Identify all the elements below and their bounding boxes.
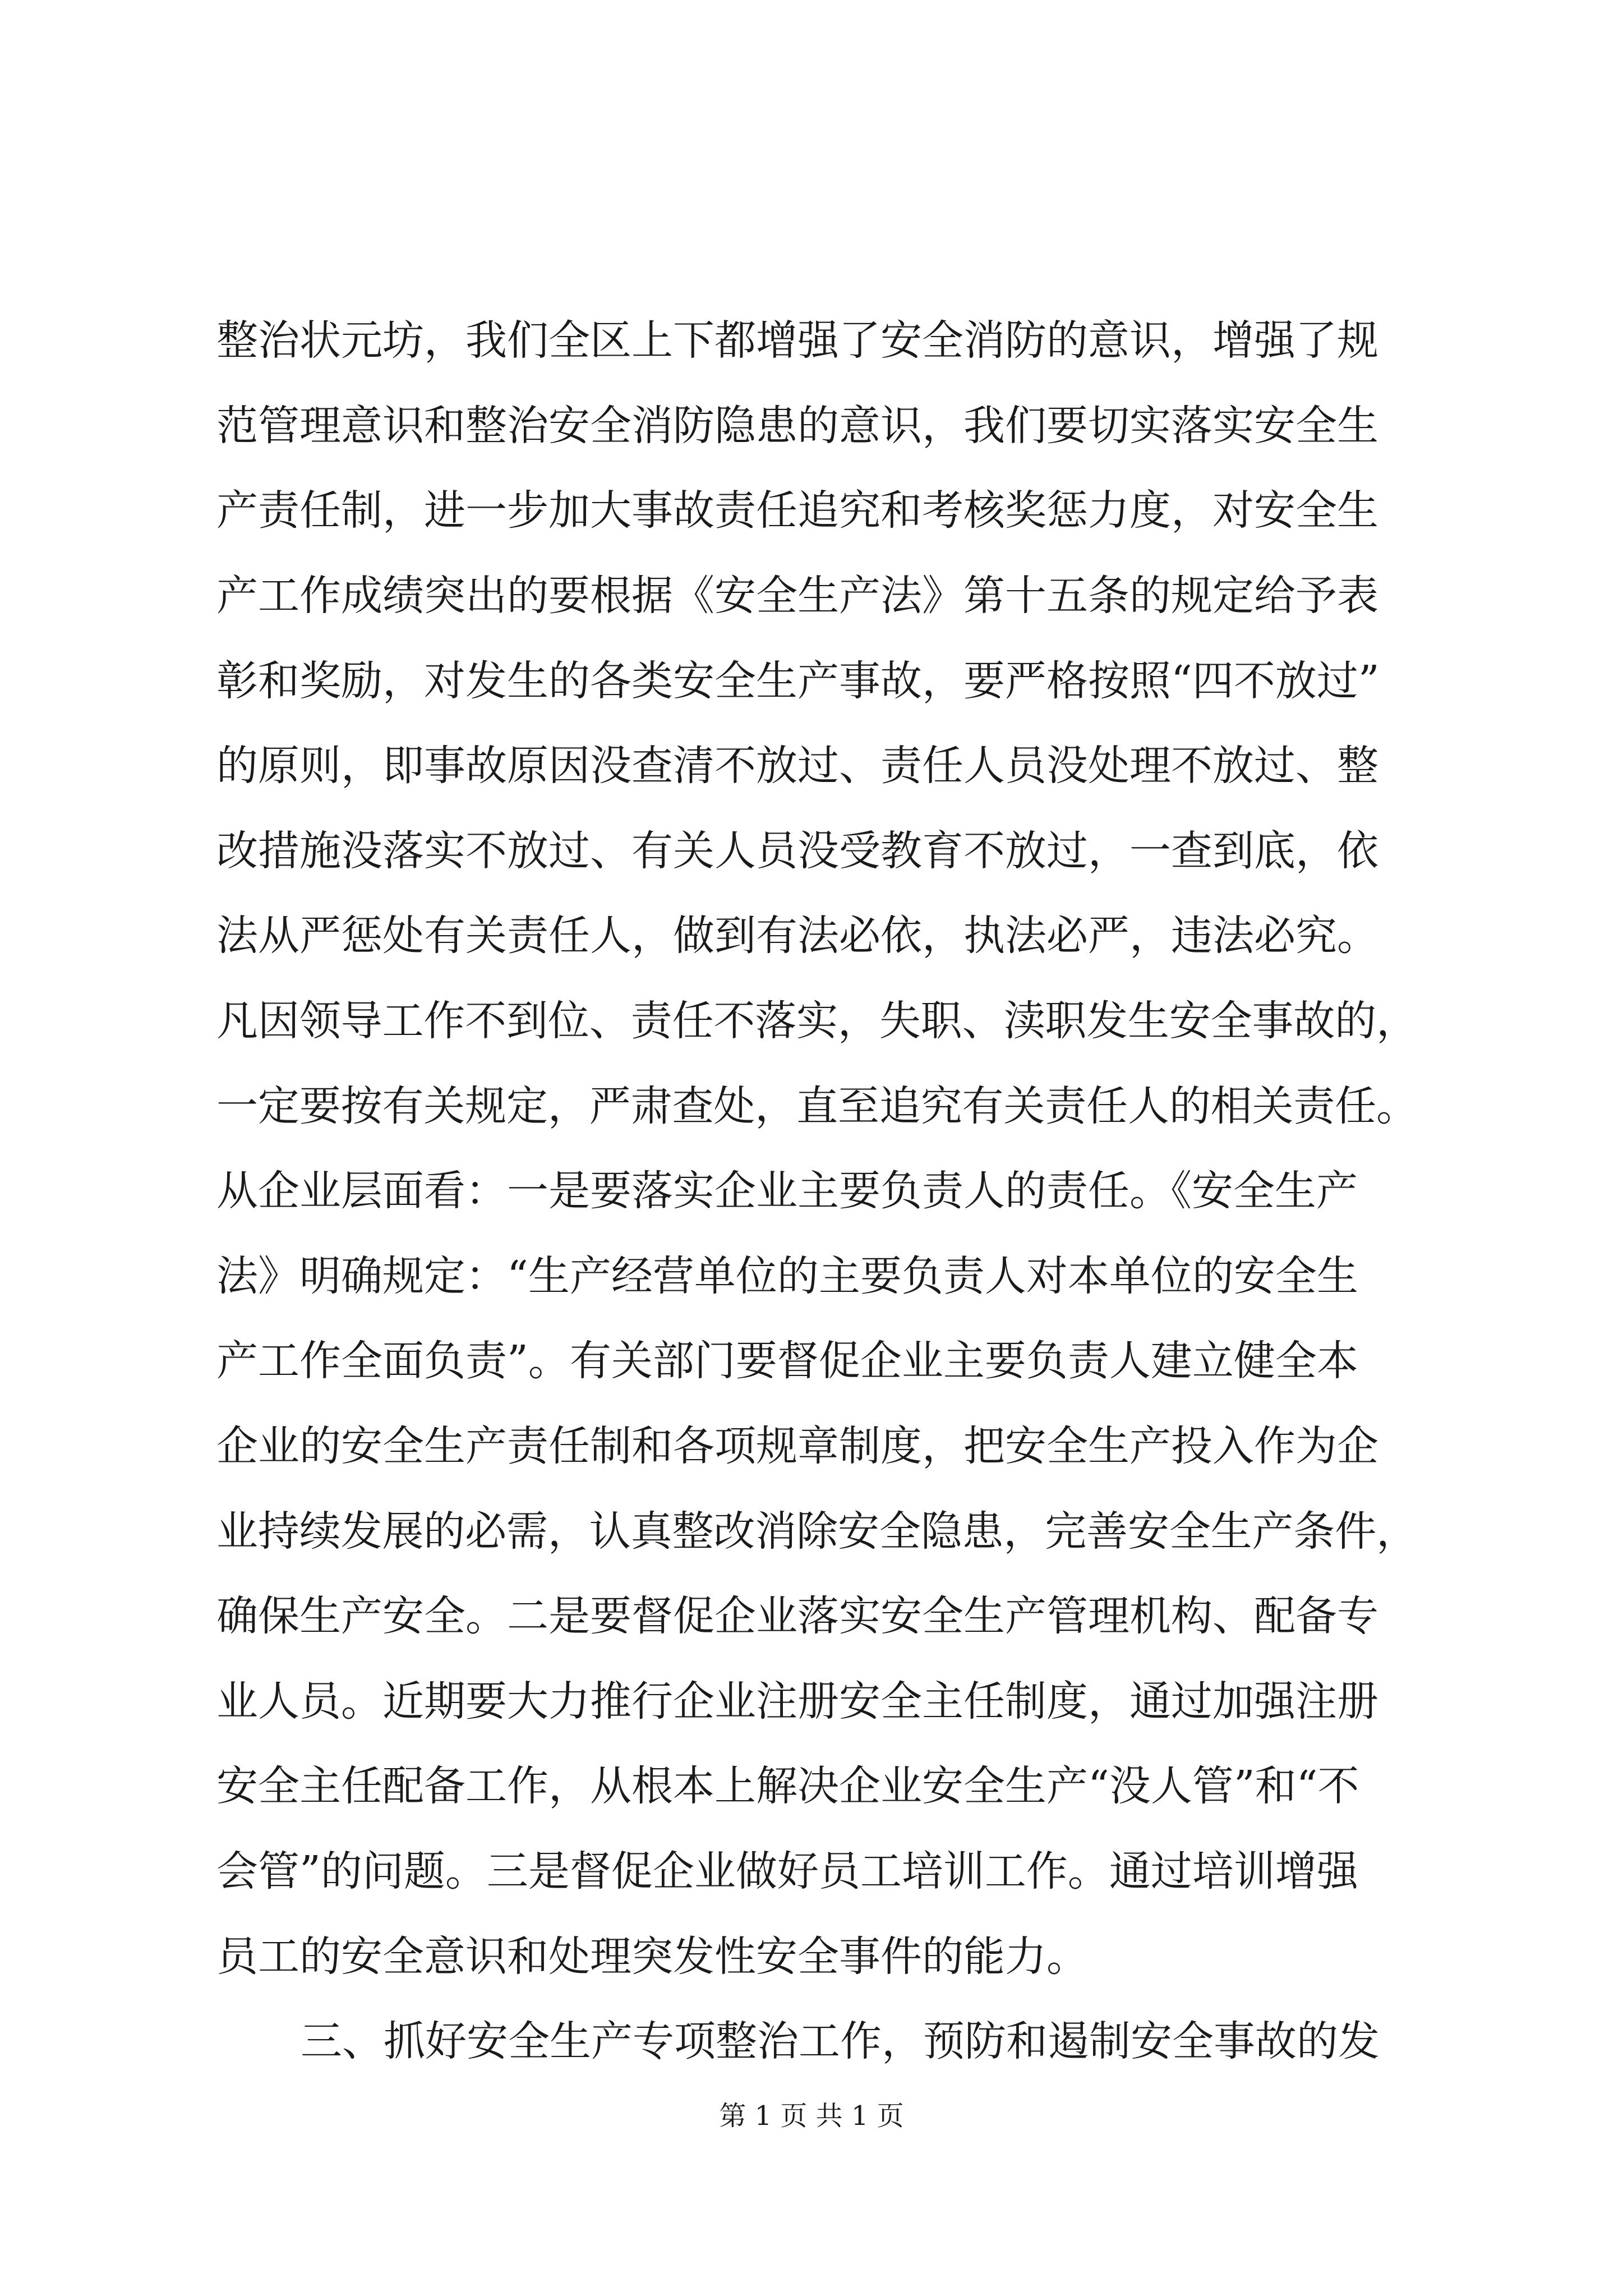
text-line: 会管”的问题。三是督促企业做好员工培训工作。通过培训增强 (216, 1847, 1358, 1895)
text-line: 范管理意识和整治安全消防隐患的意识，我们要切实落实安全生 (216, 402, 1378, 450)
section-heading-line: 三、抓好安全生产专项整治工作，预防和遏制安全事故的发 (301, 2017, 1380, 2065)
text-line: 一定要按有关规定，严肃查处，直至追究有关责任人的相关责任。 (216, 1082, 1418, 1130)
text-line: 从企业层面看：一是要落实企业主要负责人的责任。《安全生产 (216, 1167, 1358, 1215)
text-line: 员工的安全意识和处理突发性安全事件的能力。 (216, 1932, 1088, 1981)
text-line: 法》明确规定：“生产经营单位的主要负责人对本单位的安全生 (216, 1252, 1358, 1300)
text-line: 产工作全面负责”。有关部门要督促企业主要负责人建立健全本 (216, 1337, 1358, 1385)
text-line: 安全主任配备工作，从根本上解决企业安全生产“没人管”和“不 (216, 1762, 1359, 1810)
text-line: 产责任制，进一步加大事故责任追究和考核奖惩力度，对安全生 (216, 486, 1378, 535)
text-line: 法从严惩处有关责任人，做到有法必依，执法必严，违法必究。 (216, 912, 1378, 960)
text-line: 确保生产安全。二是要督促企业落实安全生产管理机构、配备专 (216, 1592, 1378, 1640)
text-line: 整治状元坊，我们全区上下都增强了安全消防的意识，增强了规 (216, 316, 1378, 365)
text-line: 的原则，即事故原因没查清不放过、责任人员没处理不放过、整 (216, 742, 1378, 790)
text-line: 凡因领导工作不到位、责任不落实，失职、渎职发生安全事故的， (216, 997, 1418, 1045)
text-line: 业持续发展的必需，认真整改消除安全隐患，完善安全生产条件， (216, 1507, 1418, 1556)
text-line: 企业的安全生产责任制和各项规章制度，把安全生产投入作为企 (216, 1422, 1378, 1470)
page-footer: 第 1 页 共 1 页 (719, 2100, 904, 2132)
text-line: 业人员。近期要大力推行企业注册安全主任制度，通过加强注册 (216, 1677, 1378, 1726)
text-line: 产工作成绩突出的要根据《安全生产法》第十五条的规定给予表 (216, 572, 1378, 620)
text-line: 改措施没落实不放过、有关人员没受教育不放过，一查到底，依 (216, 827, 1378, 875)
text-line: 彰和奖励，对发生的各类安全生产事故，要严格按照“四不放过” (216, 657, 1380, 705)
